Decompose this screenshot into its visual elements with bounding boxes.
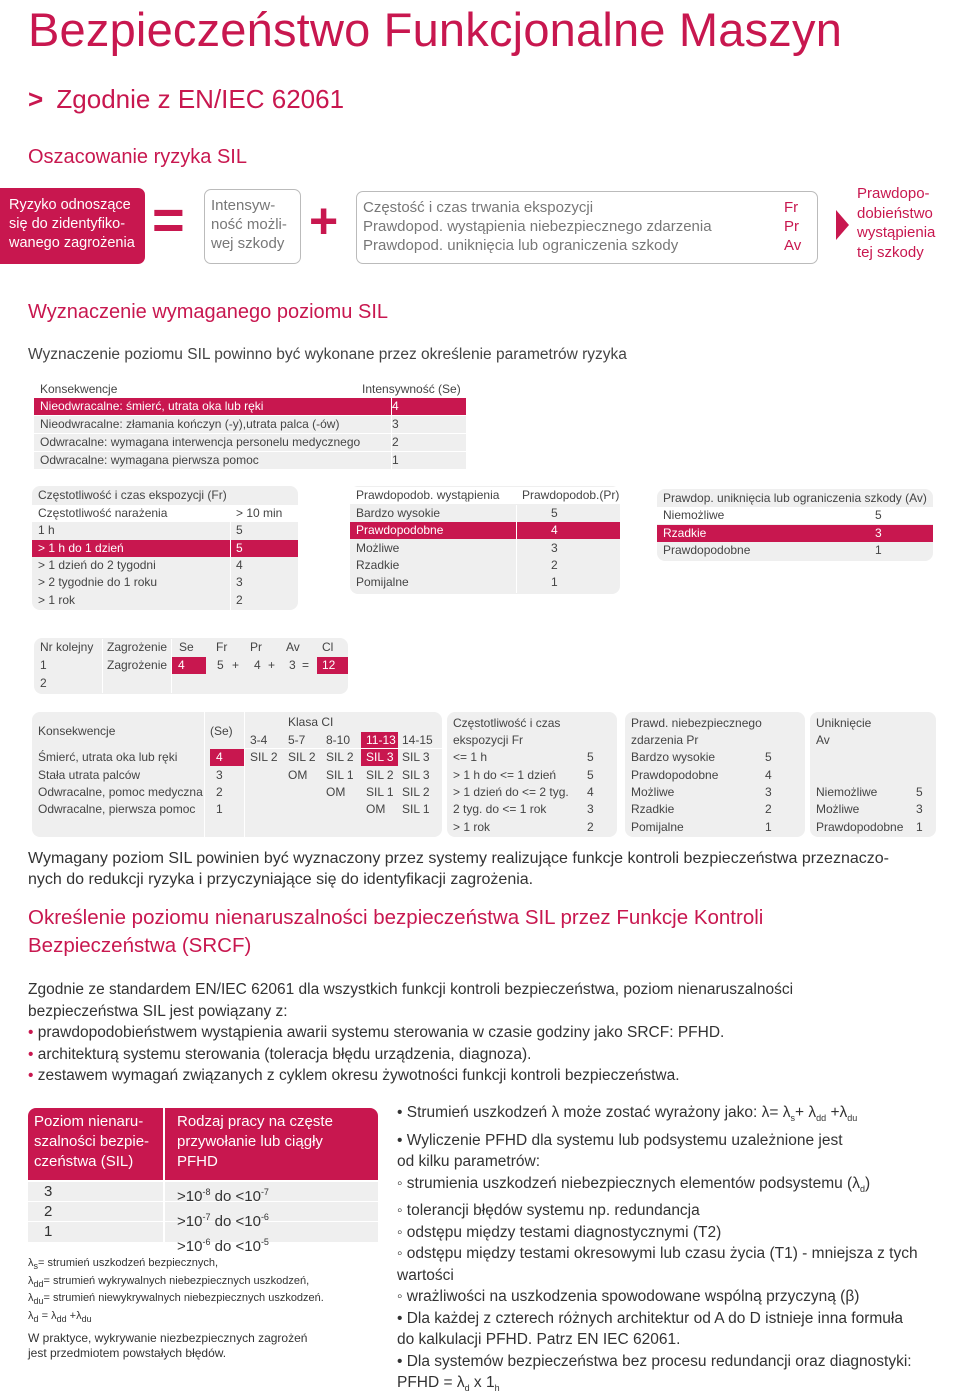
cell-label: Stała utrata palców bbox=[38, 768, 141, 782]
list-item: • Dla systemów bezpieczeństwa bez procesu redundancji oraz diagnostyki: bbox=[397, 1352, 912, 1370]
table-row bbox=[34, 657, 348, 674]
intensity-box bbox=[204, 189, 301, 264]
section-heading-srcf bbox=[28, 904, 763, 960]
intro-bullets bbox=[28, 1022, 724, 1087]
cell-value: 5 bbox=[875, 508, 882, 522]
cell-value: 3 bbox=[551, 541, 558, 555]
sil-head-left bbox=[34, 1112, 149, 1172]
section-heading-risk: Oszacowanie ryzyka SIL bbox=[28, 146, 247, 168]
pfhd-values bbox=[177, 1182, 269, 1257]
page-subtitle bbox=[28, 84, 344, 115]
table-row bbox=[34, 452, 466, 469]
summary-line: nych do redukcji ryzyka i przyczyniające się do identyfikacji zagrożenia. bbox=[28, 871, 534, 888]
table-row bbox=[34, 675, 348, 692]
table-row bbox=[32, 557, 298, 574]
header-cell: Konsekwencje bbox=[40, 382, 118, 396]
intensity-line: ność możli- bbox=[211, 216, 287, 233]
table-row bbox=[32, 592, 298, 609]
table-row bbox=[657, 542, 933, 559]
cell-sil: OM bbox=[326, 785, 346, 799]
cell-label: 1 h bbox=[38, 523, 55, 537]
probability-text bbox=[857, 184, 935, 262]
legend-formula: $\lambda_d = \lambda_{dd} +\lambda_{du}$ bbox=[28, 1310, 92, 1325]
cell-label: Bardzo wysokie bbox=[631, 750, 716, 764]
code-av: Av bbox=[784, 237, 802, 254]
cell-label: Nieodwracalne: śmierć, utrata oka lub ręki bbox=[40, 399, 264, 413]
head-line: Rodzaj pracy na częste bbox=[177, 1113, 333, 1130]
cell-value: 2 bbox=[551, 558, 558, 572]
header-cell: Se bbox=[179, 640, 194, 654]
sub-item: ◦ odstępu między testami diagnostycznymi (T2) bbox=[397, 1223, 722, 1241]
head-line: czeństwa (SIL) bbox=[34, 1153, 134, 1170]
right-bullets bbox=[397, 1102, 918, 1400]
cell-value: 5 bbox=[236, 523, 243, 537]
header-cell: Klasa CI bbox=[288, 715, 334, 729]
table-row bbox=[350, 505, 620, 522]
heading-line: Bezpieczeństwa (SRCF) bbox=[28, 934, 252, 957]
cell-label: Prawdopodobne bbox=[816, 820, 904, 834]
header-cell: Cl bbox=[322, 640, 334, 654]
cell-value: 3 bbox=[236, 575, 243, 589]
header-cell: Uniknięcie bbox=[816, 716, 872, 730]
range-cell: 11-13 bbox=[361, 732, 398, 749]
subtitle-text: Zgodnie z EN/IEC 62061 bbox=[56, 84, 345, 114]
cell-label: > 1 dzień do 2 tygodni bbox=[38, 558, 156, 572]
cell-value: 3 bbox=[587, 802, 594, 816]
pfhd-range: $>10^{-8}$ do $<10^{-7}$ bbox=[177, 1187, 269, 1205]
cell-label: Odwracalne: wymagana pierwsza pomoc bbox=[40, 453, 259, 467]
table-header bbox=[34, 639, 348, 656]
frequency-box bbox=[356, 191, 818, 264]
list-item-text: zestawem wymagań związanych z cyklem okresu żywotności funkcji kontroli bezpieczeństwa. bbox=[37, 1067, 680, 1084]
cell-label: Pomijalne bbox=[631, 820, 684, 834]
list-item: • Strumień uszkodzeń λ może zostać wyrażony jako: $\lambda= \lambda_s+ \lambda_{dd} +\lambda_{du}$ bbox=[397, 1104, 858, 1124]
sub-item: ◦ strumienia uszkodzeń niebezpiecznych elementów podsystemu $(\lambda_d)$ bbox=[397, 1174, 871, 1194]
header-cell: Konsekwencje bbox=[38, 724, 116, 738]
cell-se: 2 bbox=[216, 785, 223, 799]
cell-label: Prawdopodobne bbox=[631, 768, 719, 782]
cell-value: 4 bbox=[236, 558, 243, 572]
cell-cl: 12 bbox=[317, 657, 348, 674]
cell-label: Możliwe bbox=[816, 802, 860, 816]
table-row bbox=[32, 522, 298, 539]
cell-se: 1 bbox=[216, 802, 223, 816]
cell-label: Niemożliwe bbox=[816, 785, 878, 799]
cell-value: 1 bbox=[875, 543, 882, 557]
frequency-line: Prawdopod. wystąpienia niebezpiecznego zdarzenia bbox=[363, 218, 712, 235]
cell-sil: SIL 1 bbox=[326, 768, 354, 782]
cell-plus: + bbox=[268, 658, 276, 672]
cell-sil: SIL 3 bbox=[402, 768, 430, 782]
cell-value: 3 bbox=[916, 802, 923, 816]
cell-label: > 1 rok bbox=[38, 593, 76, 607]
sub-item: ◦ wrażliwości na uszkodzenia spowodowane wspólną przyczyną (β) bbox=[397, 1288, 860, 1306]
cell-sil: SIL 2 bbox=[250, 750, 278, 764]
code-fr: Fr bbox=[784, 199, 799, 216]
cell-label: Rzadkie bbox=[356, 558, 400, 572]
intro-line: bezpieczeństwa SIL jest powiązany z: bbox=[28, 1002, 288, 1020]
header-cell: Zagrożenie bbox=[107, 640, 168, 654]
cell-label: Odwracalne, pierwsza pomoc bbox=[38, 802, 196, 816]
list-item-text: architekturą systemu sterowania (toleracja błędu urządzenia, diagnoza). bbox=[37, 1045, 532, 1063]
section-description: Wyznaczenie poziomu SIL powinno być wykonane przez określenie parametrów ryzyka bbox=[28, 346, 627, 363]
cell-label: Nieodwracalne: złamania kończyn (-y),utrata palca (-ów) bbox=[40, 417, 340, 431]
table-row bbox=[350, 574, 620, 591]
pfhd-range: $>10^{-7}$ do $<10^{-6}$ bbox=[177, 1212, 269, 1230]
summary-paragraph bbox=[28, 848, 940, 890]
cell-label: > 2 tygodnie do 1 roku bbox=[38, 575, 158, 589]
header-cell: ekspozycji Fr bbox=[453, 733, 524, 747]
summary-line: Wymagany poziom SIL powinien być wyznaczony przez systemy realizujące funkcje kontroli bezpieczeństwa przeznaczo- bbox=[28, 850, 889, 867]
table-row bbox=[657, 507, 933, 524]
cell-value: 3 bbox=[875, 526, 882, 540]
note-line: jest przedmiotem powstałych błędów. bbox=[28, 1346, 227, 1360]
cell-value: 5 bbox=[587, 768, 594, 782]
cell-fr: 5 bbox=[217, 658, 224, 672]
cell-value: 4 bbox=[587, 785, 594, 799]
range-cell: 14-15 bbox=[402, 733, 433, 747]
cell-label: 2 tyg. do <= 1 rok bbox=[453, 802, 547, 816]
header-cell: zdarzenia Pr bbox=[631, 733, 699, 747]
header-cell: Częstotliwość narażenia bbox=[38, 506, 168, 520]
cell-value: 2 bbox=[392, 435, 399, 449]
cell-value: 4 bbox=[551, 523, 558, 537]
list-item: • zestawem wymagań związanych z cyklem okresu żywotności funkcji kontroli bezpieczeństwa. bbox=[28, 1067, 680, 1084]
header-cell: Av bbox=[816, 733, 830, 747]
head-line: szalności bezpie- bbox=[34, 1133, 150, 1150]
cell-nr: 2 bbox=[40, 676, 47, 690]
head-line: PFHD bbox=[177, 1153, 218, 1170]
cell-value: 1 bbox=[392, 453, 399, 467]
table-header bbox=[32, 505, 298, 522]
header-cell: Av bbox=[286, 640, 300, 654]
cell-sil: SIL 2 bbox=[326, 750, 354, 764]
sil-level: 1 bbox=[44, 1223, 53, 1240]
cell-value: 2 bbox=[587, 820, 594, 834]
cell-sil: SIL 3 bbox=[402, 750, 430, 764]
cell-value: 5 bbox=[765, 750, 772, 764]
table-row bbox=[32, 574, 298, 591]
cell-label: Odwracalne: wymagana interwencja personelu medycznego bbox=[40, 435, 361, 449]
list-item-cont: PFHD = $\lambda_d$ x $1_h$ bbox=[397, 1374, 500, 1394]
cell-label: Rzadkie bbox=[663, 526, 707, 540]
cell-sil: SIL 3 bbox=[361, 749, 398, 766]
plus-sign: + bbox=[309, 193, 339, 249]
prob-line: Prawdopo- bbox=[857, 185, 930, 202]
header-cell: (Se) bbox=[210, 724, 233, 738]
legend-item: $\lambda_{du}=$ strumień niewykrywalnych niebezpiecznych uszkodzeń. bbox=[28, 1292, 324, 1307]
cell-sil: OM bbox=[366, 802, 386, 816]
cell-sil: SIL 2 bbox=[288, 750, 316, 764]
prob-line: wystąpienia bbox=[857, 224, 936, 241]
cell-se: 4 bbox=[210, 749, 244, 766]
sub-item-cont: wartości bbox=[397, 1266, 454, 1284]
cell-sil: OM bbox=[288, 768, 308, 782]
risk-line: wanego zagrożenia bbox=[9, 235, 135, 251]
arrow-right-icon bbox=[836, 210, 849, 240]
cell-value: 1 bbox=[916, 820, 923, 834]
table-header bbox=[350, 487, 620, 504]
list-item: • Wyliczenie PFHD dla systemu lub podsystemu uzależnione jest bbox=[397, 1131, 843, 1149]
cell-hazard: Zagrożenie bbox=[107, 658, 168, 672]
table-title bbox=[657, 490, 933, 507]
cell-label: <= 1 h bbox=[453, 750, 488, 764]
risk-line: Ryzyko odnoszące bbox=[9, 197, 131, 213]
intensity-line: wej szkody bbox=[211, 235, 285, 252]
range-cell: 3-4 bbox=[250, 733, 268, 747]
intro-line: Zgodnie ze standardem EN/IEC 62061 dla wszystkich funkcji kontroli bezpieczeństwa, poziom nienaruszalności bbox=[28, 981, 794, 998]
header-cell: Częstotliwość i czas bbox=[453, 716, 561, 730]
title-cell: Prawdop. uniknięcia lub ograniczenia szkody (Av) bbox=[663, 491, 927, 505]
cell-label: Możliwe bbox=[356, 541, 400, 555]
cell-label: Prawdopodobne bbox=[356, 523, 444, 537]
cell-label: Niemożliwe bbox=[663, 508, 725, 522]
header-cell: Prawdopodob.(Pr) bbox=[522, 488, 620, 502]
list-item-cont: od kilku parametrów: bbox=[397, 1153, 541, 1171]
cell-value: 2 bbox=[236, 593, 243, 607]
table-row bbox=[34, 434, 466, 451]
cell-label: Pomijalne bbox=[356, 575, 409, 589]
range-cell: 8-10 bbox=[326, 733, 351, 747]
cell-label: Rzadkie bbox=[631, 802, 675, 816]
pfhd-range: $>10^{-6}$ do $<10^{-5}$ bbox=[177, 1237, 269, 1255]
cell-eq: = bbox=[302, 658, 310, 672]
cell-value: 5 bbox=[587, 750, 594, 764]
sil-head-right bbox=[177, 1112, 333, 1172]
risk-box bbox=[0, 188, 145, 264]
consequences-table bbox=[34, 381, 466, 469]
range-cell: 5-7 bbox=[288, 733, 306, 747]
list-item-text: prawdopodobieństwem wystąpienia awarii systemu sterowania w czasie godziny jako SRCF: PFHD. bbox=[37, 1024, 725, 1041]
table-header bbox=[34, 381, 466, 398]
cell-value: 4 bbox=[392, 399, 399, 413]
cell-label: Śmierć, utrata oka lub ręki bbox=[38, 750, 178, 764]
sub-item: ◦ odstępu między testami okresowymi lub czasu życia (T1) - mniejsza z tych bbox=[397, 1245, 918, 1263]
header-cell: Intensywność (Se) bbox=[362, 382, 461, 396]
header-cell: > 10 min bbox=[236, 506, 283, 520]
list-item: • prawdopodobieństwem wystąpienia awarii systemu sterowania w czasie godziny jako SRCF: PFHD. bbox=[28, 1024, 725, 1041]
code-pr: Pr bbox=[784, 218, 799, 235]
cell-se: 4 bbox=[172, 657, 206, 674]
risk-line: się do zidentyfiko- bbox=[9, 216, 126, 232]
sil-level: 2 bbox=[44, 1203, 53, 1220]
cell-nr: 1 bbox=[40, 658, 47, 672]
prob-line: tej szkody bbox=[857, 243, 924, 261]
cell-value: 1 bbox=[765, 820, 772, 834]
intro-paragraph bbox=[28, 979, 793, 1022]
title-cell: Częstotliwość i czas ekspozycji (Fr) bbox=[38, 488, 227, 502]
cell-value: 3 bbox=[765, 785, 772, 799]
head-line: Poziom nienaru- bbox=[34, 1113, 144, 1130]
header-cell: Pr bbox=[250, 640, 262, 654]
table-row bbox=[34, 416, 466, 433]
page-title: Bezpieczeństwo Funkcjonalne Maszyn bbox=[28, 3, 843, 56]
table-row bbox=[350, 557, 620, 574]
list-item: • architekturą systemu sterowania (toleracja błędu urządzenia, diagnoza). bbox=[28, 1045, 532, 1063]
table-row bbox=[32, 540, 298, 557]
frequency-line: Częstość i czas trwania ekspozycji bbox=[363, 199, 594, 216]
sub-item: ◦ tolerancji błędów systemu np. redundancja bbox=[397, 1202, 700, 1220]
cell-label: > 1 rok bbox=[453, 820, 491, 834]
header-cell: Prawd. niebezpiecznego bbox=[631, 716, 762, 730]
cell-plus: + bbox=[232, 658, 240, 672]
intensity-line: Intensyw- bbox=[211, 197, 276, 214]
list-item: • Dla każdej z czterech różnych architektur od A do D istnieje inna formuła bbox=[397, 1309, 903, 1327]
cell-value: 5 bbox=[916, 785, 923, 799]
table-row bbox=[34, 398, 466, 415]
cell-value: 5 bbox=[236, 541, 243, 555]
cell-av: 3 bbox=[289, 658, 296, 672]
cell-sil: SIL 1 bbox=[402, 802, 430, 816]
section-heading-sil: Wyznaczenie wymaganego poziomu SIL bbox=[28, 301, 389, 323]
table-row bbox=[657, 525, 933, 542]
sil-values bbox=[44, 1182, 52, 1242]
cell-label: Bardzo wysokie bbox=[356, 506, 441, 520]
table-row bbox=[350, 540, 620, 557]
frequency-line: Prawdopod. uniknięcia lub ograniczenia szkody bbox=[363, 237, 679, 254]
cell-sil: SIL 2 bbox=[402, 785, 430, 799]
cell-value: 5 bbox=[551, 506, 558, 520]
codes-column bbox=[784, 198, 801, 255]
legend-item: $\lambda_{dd}=$ strumień wykrywalnych niebezpiecznych uszkodzeń, bbox=[28, 1274, 310, 1289]
head-line: przywołanie lub ciągły bbox=[177, 1133, 323, 1150]
lambda-legend bbox=[28, 1256, 324, 1327]
equals-sign: = bbox=[152, 188, 185, 251]
legend-item: $\lambda_s=$ strumień uszkodzeń bezpiecznych, bbox=[28, 1257, 219, 1272]
practice-note bbox=[28, 1331, 307, 1361]
cell-sil: SIL 1 bbox=[366, 785, 394, 799]
heading-line: Określenie poziomu nienaruszalności bezpieczeństwa SIL przez Funkcje Kontroli bbox=[28, 906, 764, 929]
cell-value: 2 bbox=[765, 802, 772, 816]
note-line: W praktyce, wykrywanie niezbezpiecznych zagrożeń bbox=[28, 1331, 308, 1345]
header-cell: Fr bbox=[216, 640, 228, 654]
cell-value: 4 bbox=[765, 768, 772, 782]
list-item-cont: do kalkulacji PFHD. Patrz EN IEC 62061. bbox=[397, 1331, 681, 1349]
cell-se: 3 bbox=[216, 768, 223, 782]
cell-pr: 4 bbox=[254, 658, 261, 672]
cell-label: Możliwe bbox=[631, 785, 675, 799]
sil-level: 3 bbox=[44, 1183, 53, 1200]
cell-label: > 1 h do <= 1 dzień bbox=[453, 768, 557, 782]
cell-label: Odwracalne, pomoc medyczna bbox=[38, 785, 203, 799]
cell-value: 1 bbox=[551, 575, 558, 589]
cell-sil: SIL 2 bbox=[366, 768, 394, 782]
cell-value: 3 bbox=[392, 417, 399, 431]
header-cell: Prawdopodob. wystąpienia bbox=[356, 488, 500, 502]
cell-label: > 1 dzień do <= 2 tyg. bbox=[453, 785, 569, 799]
chevron-right-icon: > bbox=[28, 84, 44, 114]
cell-label: > 1 h do 1 dzień bbox=[38, 541, 124, 555]
header-cell: Nr kolejny bbox=[40, 640, 94, 654]
prob-line: dobieństwo bbox=[857, 204, 933, 222]
cell-label: Prawdopodobne bbox=[663, 543, 751, 557]
table-row bbox=[350, 522, 620, 539]
